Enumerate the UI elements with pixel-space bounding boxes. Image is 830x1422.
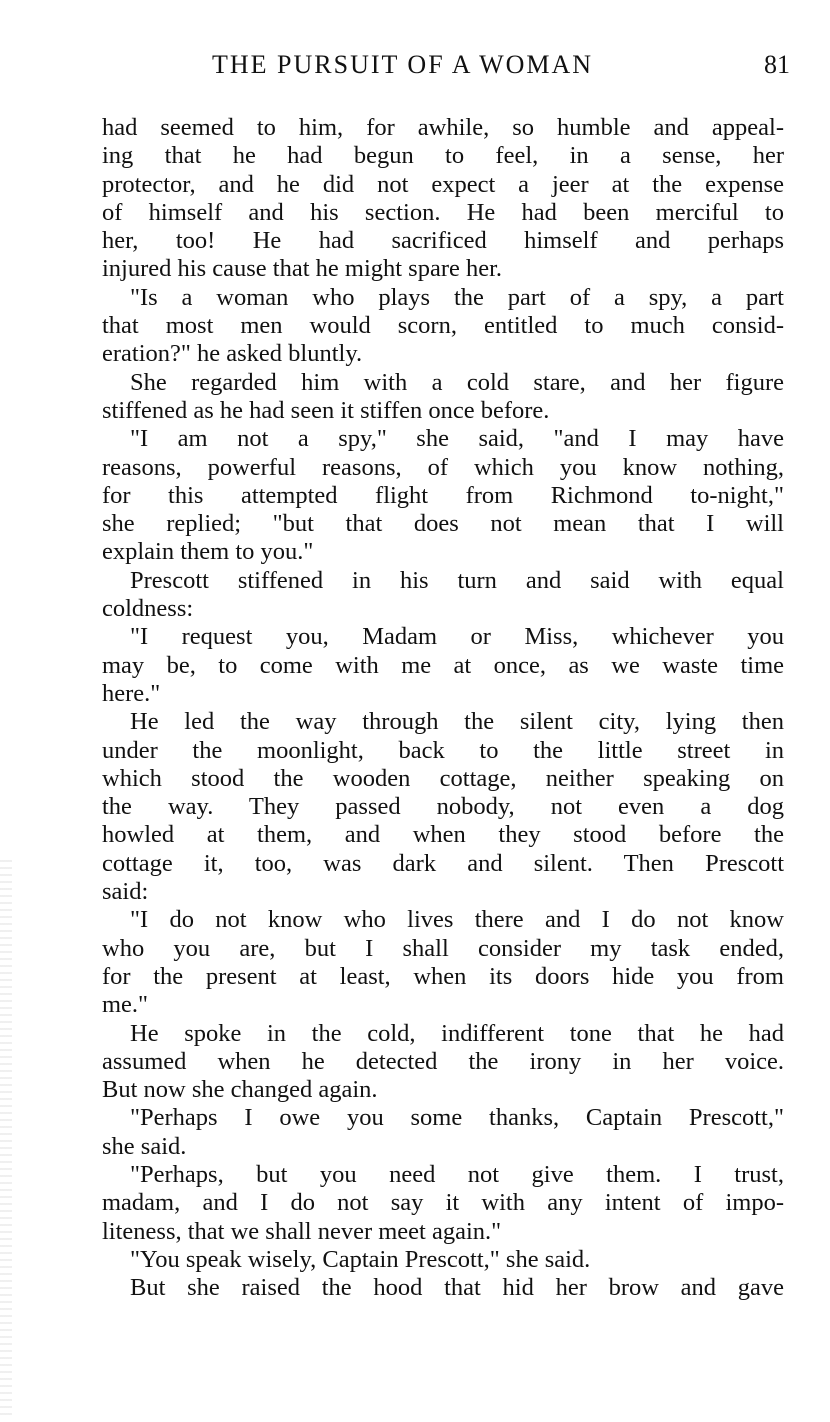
text-line: under the moonlight, back to the little street in (102, 736, 784, 764)
text-line: "Perhaps I owe you some thanks, Captain Prescott," (130, 1104, 784, 1132)
text-line: who you are, but I shall consider my task ended, (102, 934, 784, 962)
text-line: which stood the wooden cottage, neither speaking on (102, 764, 784, 792)
text-line: she replied; "but that does not mean that I will (102, 510, 784, 538)
text-line: had seemed to him, for awhile, so humble and appeal- (102, 114, 784, 141)
text-line: that most men would scorn, entitled to much consid- (102, 312, 784, 340)
text-line: she said. (102, 1132, 187, 1160)
text-line: She regarded him with a cold stare, and her figure (130, 368, 784, 396)
text-line: the way. They passed nobody, not even a dog (102, 793, 784, 821)
text-line: reasons, powerful reasons, of which you know nothing, (102, 453, 784, 481)
page-header (100, 50, 790, 84)
scan-margin-artifact (0, 860, 12, 1420)
text-line: "I request you, Madam or Miss, whichever you (130, 623, 784, 651)
text-line: said: (102, 878, 149, 906)
text-line: her, too! He had sacrificed himself and perhaps (102, 227, 784, 255)
text-line: coldness: (102, 595, 194, 623)
text-line: But she raised the hood that hid her brow and gave (130, 1274, 784, 1302)
text-line: for this attempted flight from Richmond to-night," (102, 481, 784, 509)
text-line: He spoke in the cold, indifferent tone that he had (130, 1019, 784, 1047)
text-line: howled at them, and when they stood before the (102, 821, 784, 849)
text-line: here." (102, 679, 161, 707)
text-line: me." (102, 991, 149, 1019)
text-line: explain them to you." (102, 538, 314, 566)
text-line: cottage it, too, was dark and silent. Then Prescott (102, 849, 784, 877)
text-line: "I do not know who lives there and I do not know (130, 906, 784, 934)
text-line: may be, to come with me at once, as we waste time (102, 651, 784, 679)
text-line: But now she changed again. (102, 1076, 378, 1104)
text-line: "Is a woman who plays the part of a spy, a part (130, 283, 784, 311)
text-line: "Perhaps, but you need not give them. I trust, (130, 1160, 784, 1188)
text-line: "I am not a spy," she said, "and I may have (130, 425, 784, 453)
page-number: 81 (764, 50, 790, 79)
body-text (102, 114, 784, 1302)
text-line: injured his cause that he might spare her. (102, 255, 503, 283)
running-title: THE PURSUIT OF A WOMAN (212, 50, 594, 79)
text-line: Prescott stiffened in his turn and said with equal (130, 566, 784, 594)
text-line: "You speak wisely, Captain Prescott," she said. (130, 1245, 591, 1273)
text-line: madam, and I do not say it with any intent of impo- (102, 1189, 784, 1217)
text-line: for the present at least, when its doors hide you from (102, 962, 784, 990)
text-line: protector, and he did not expect a jeer at the expense (102, 170, 784, 198)
text-line: eration?" he asked bluntly. (102, 340, 363, 368)
text-line: He led the way through the silent city, lying then (130, 708, 784, 736)
text-line: of himself and his section. He had been merciful to (102, 198, 784, 226)
text-line: stiffened as he had seen it stiffen once before. (102, 396, 550, 424)
text-line: ing that he had begun to feel, in a sense, her (102, 142, 784, 170)
text-line: liteness, that we shall never meet again." (102, 1217, 502, 1245)
text-line: assumed when he detected the irony in her voice. (102, 1047, 784, 1075)
